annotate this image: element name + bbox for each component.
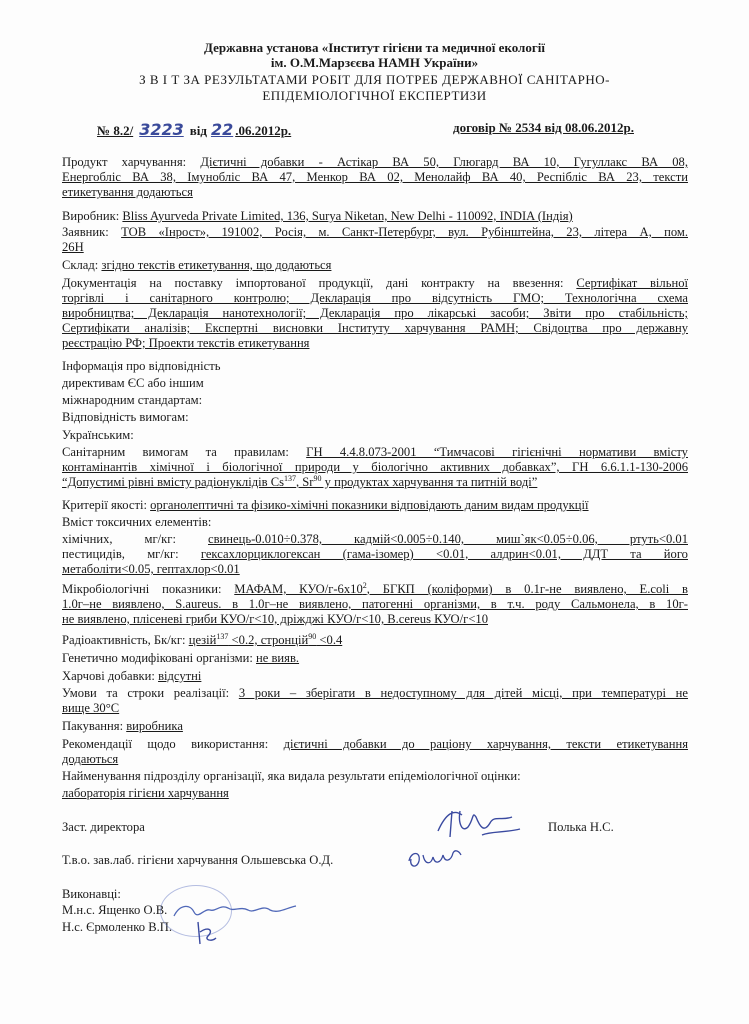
applicant-section: Заявник: ТОВ «Інрост», 191002, Росія, м. Санкт-Петербург, вул. Рубінштейна, 23, літера А, пом. 26Н bbox=[62, 225, 688, 254]
conformity-line3: міжнародним стандартам: bbox=[62, 393, 203, 407]
conformity-line2: директивам ЄС або іншим bbox=[62, 376, 204, 390]
contract-number: договір № 2534 від 08.06.2012р. bbox=[453, 120, 634, 135]
deputy-name: Полька Н.С. bbox=[548, 820, 614, 834]
report-title-line1: З В І Т ЗА РЕЗУЛЬТАТАМИ РОБІТ ДЛЯ ПОТРЕБ ДЕРЖАВНОЇ САНІТАРНО- bbox=[139, 72, 610, 87]
executor2: Н.с. Єрмоленко В.П. bbox=[62, 920, 172, 934]
acting-head-label: Т.в.о. зав.лаб. гігієни харчування Ольшевська О.Д. bbox=[62, 853, 334, 867]
sanitary-section: Санітарним вимогам та правилам: ГН 4.4.8.073-2001 “Тимчасові гігієнічні нормативи вмісту контамінантів хімічної і біологічної природи у біологічно активних добавках”, ГН 6.6.1.1-130-2006 “Допустимі рівні вмісту радіонуклідів Cs$^{137}$, Sr$^{90}$ у продуктах харчування та питній воді” bbox=[62, 445, 688, 489]
supplements-row: Харчові добавки: відсутні bbox=[62, 669, 202, 683]
handwritten-day: 22 bbox=[210, 120, 234, 139]
report-number: № 8.2/ 3223 від 22 .06.2012р. bbox=[97, 120, 292, 139]
product-section: Продукт харчування: Дієтичні добавки - Астікар ВА 50, Глюгард ВА 10, Гугуллакс ВА 08, Енергобліс ВА 38, Імунобліс ВА 47, Менкор ВА 02, Менолайф ВА 40, Респібліс ВА 23, тексти етикетування додаються bbox=[62, 155, 688, 199]
deputy-director-label: Заст. директора bbox=[62, 820, 145, 834]
executor2-signature-image bbox=[190, 918, 220, 948]
handwritten-number: 3223 bbox=[139, 120, 184, 139]
subdivision-label: Найменування підрозділу організації, яка видала результати епідеміологічної оцінки: bbox=[62, 769, 521, 783]
toxic-label: Вміст токсичних елементів: bbox=[62, 515, 212, 529]
radio-row: Радіоактивність, Бк/кг: цезій$^{137}$ <0.2, стронцій$^{90}$ <0.4 bbox=[62, 631, 343, 647]
packaging-row: Пакування: виробника bbox=[62, 719, 183, 733]
storage-section: Умови та строки реалізації: 3 роки – зберігати в недоступному для дітей місці, при температурі не вище 30°С bbox=[62, 686, 689, 715]
conformity-line1: Інформація про відповідність bbox=[62, 359, 221, 373]
executor1: М.н.с. Ященко О.В. bbox=[62, 903, 168, 917]
toxic-section: хімічних, мг/кг: свинець-0.010÷0.378, кадмій<0.005÷0.140, миш`як<0.05÷0.06, ртуть<0.01 пестицидів, мг/кг: гексахлорциклогексан (гама-ізомер) <0.01, алдрин<0.01, ДДТ та його метаболіти<0.05, гептахлор<0.01 bbox=[62, 532, 688, 576]
conformity-line4: Відповідність вимогам: bbox=[62, 410, 189, 424]
conformity-line5: Українським: bbox=[62, 428, 134, 442]
subdivision-value: лабораторія гігієни харчування bbox=[62, 786, 229, 800]
institution-title-line1: Державна установа «Інститут гігієни та медичної екології bbox=[204, 40, 545, 55]
executors-label: Виконавці: bbox=[62, 887, 121, 901]
institution-title-line2: ім. О.М.Марзєєва НАМН України» bbox=[270, 55, 479, 70]
micro-section: Мікробіологічні показники: МАФАМ, КУО/$г-6х10^2$, БГКП (коліформи) в 0.1г-не виявлено, E.coli в 1.0г–не виявлено, S.aureus. в 1.0г–не виявлено, патогенні організми, в т.ч. роду Сальмонела, в 10г- не виявлено, плісеневі гриби КУО/г<10, дріжджі КУО/г<10, B.cereus КУО/г<10 bbox=[62, 580, 688, 626]
documentation-section: Документація на поставку імпортованої продукції, дані контракту на ввезення: Сертифікат вільної торгівлі і санітарного контролю; Декларація про відсутність ГМО; Технологічна схема виробництва; Декларація нанотехнології; Декларація про лікарські засоби; Звіти про стабільність; Сертифікати аналізів; Експертні висновки Інституту харчування РАМН; Свідоцтва про державну реєстрацію РФ; Проекти текстів етикетування bbox=[62, 276, 688, 350]
manufacturer-row: Виробник: Bliss Ayurveda Private Limited, 136, Surya Niketan, New Delhi - 110092, INDIA (Індія) bbox=[62, 209, 573, 223]
report-title-line2: ЕПІДЕМІОЛОГІЧНОЇ ЕКСПЕРТИЗИ bbox=[262, 88, 487, 103]
deputy-signature-image bbox=[432, 803, 527, 843]
recommendations-section: Рекомендації щодо використання: дієтичні добавки до раціону харчування, тексти етикетування додаються bbox=[62, 737, 689, 766]
composition-row: Склад: згідно текстів етикетування, що додаються bbox=[62, 258, 332, 272]
quality-row: Критерії якості: органолептичні та фізико-хімічні показники відповідають даним видам продукції bbox=[62, 498, 589, 512]
acting-head-signature-image bbox=[405, 843, 465, 873]
gmo-row: Генетично модифіковані організми: не вияв. bbox=[62, 651, 300, 665]
